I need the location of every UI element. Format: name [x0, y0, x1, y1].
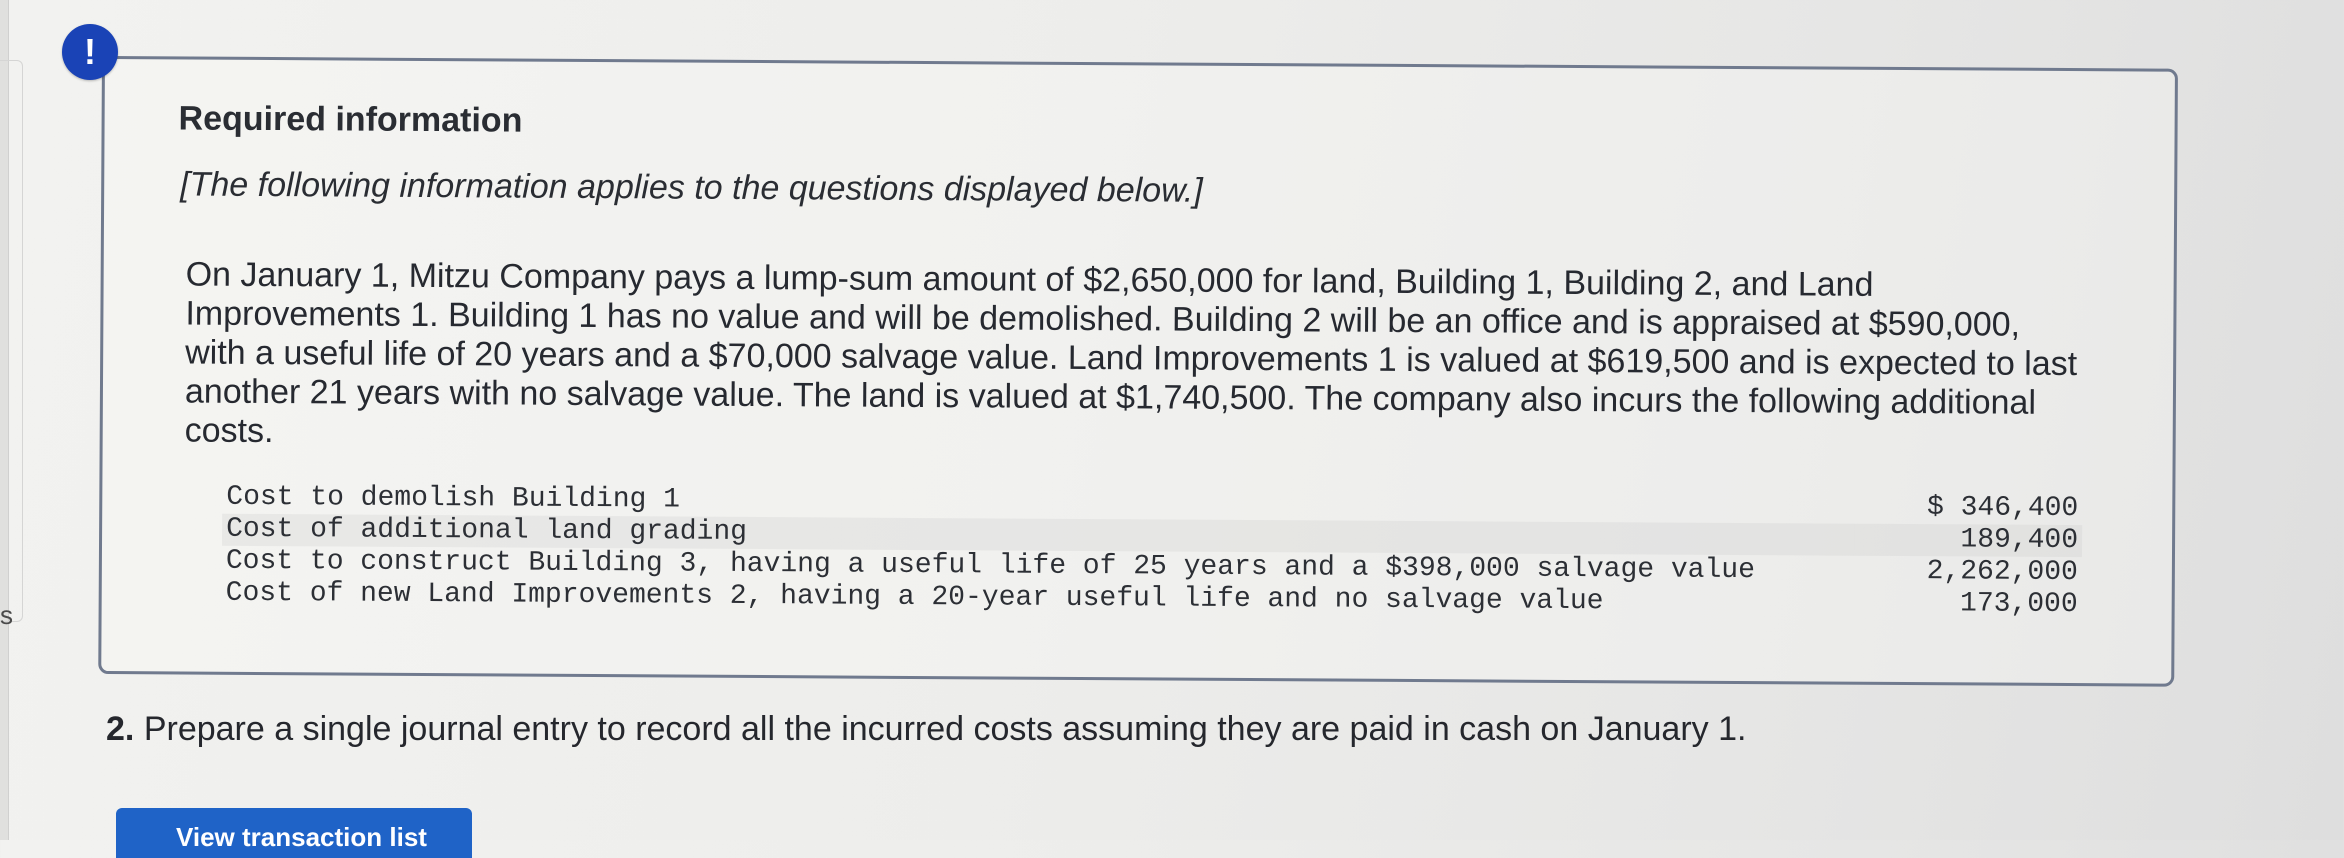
- cost-amount: $ 346,400: [1926, 492, 2079, 525]
- problem-paragraph: On January 1, Mitzu Company pays a lump-sum amount of $2,650,000 for land, Building 1, Building 2, and Land Improvements 1. Building 1 has no value and will be demolished. Building 2 will be an office and is appraised at $590,000, with a useful life of 20 years and a $70,000 salvage value. Land Improvements 1 is valued at $619,500 and is expected to last another 21 years with no salvage value. The land is valued at $1,740,500. The company also incurs the following additional costs.: [184, 255, 2078, 451]
- alert-icon: !: [62, 24, 118, 80]
- left-panel-letter: s: [0, 600, 13, 630]
- cost-amount: 189,400: [1854, 524, 2082, 557]
- cost-label: Cost of new Land Improvements 2, having a 20-year useful life and no salvage value: [225, 577, 1604, 618]
- left-panel-edge: [0, 60, 23, 622]
- cost-label: Cost to demolish Building 1: [226, 481, 681, 516]
- cost-label: Cost to construct Building 3, having a useful life of 25 years and a $398,000 salvage value: [225, 545, 1756, 587]
- question-text: Prepare a single journal entry to record all the incurred costs assuming they are paid in cash on January 1.: [143, 710, 1747, 748]
- cost-label: Cost of additional land grading: [222, 514, 1854, 556]
- cost-amount: 173,000: [1959, 588, 2078, 621]
- box-title: Required information: [178, 99, 523, 140]
- question-number: 2.: [106, 710, 135, 748]
- additional-costs-table: [222, 482, 2083, 621]
- question-prompt: [106, 710, 1746, 749]
- box-note: [The following information applies to the questions displayed below.]: [180, 165, 1203, 210]
- view-transaction-list-button[interactable]: View transaction list: [116, 808, 472, 858]
- required-information-box: [98, 56, 2178, 687]
- cost-amount: 2,262,000: [1926, 556, 2078, 589]
